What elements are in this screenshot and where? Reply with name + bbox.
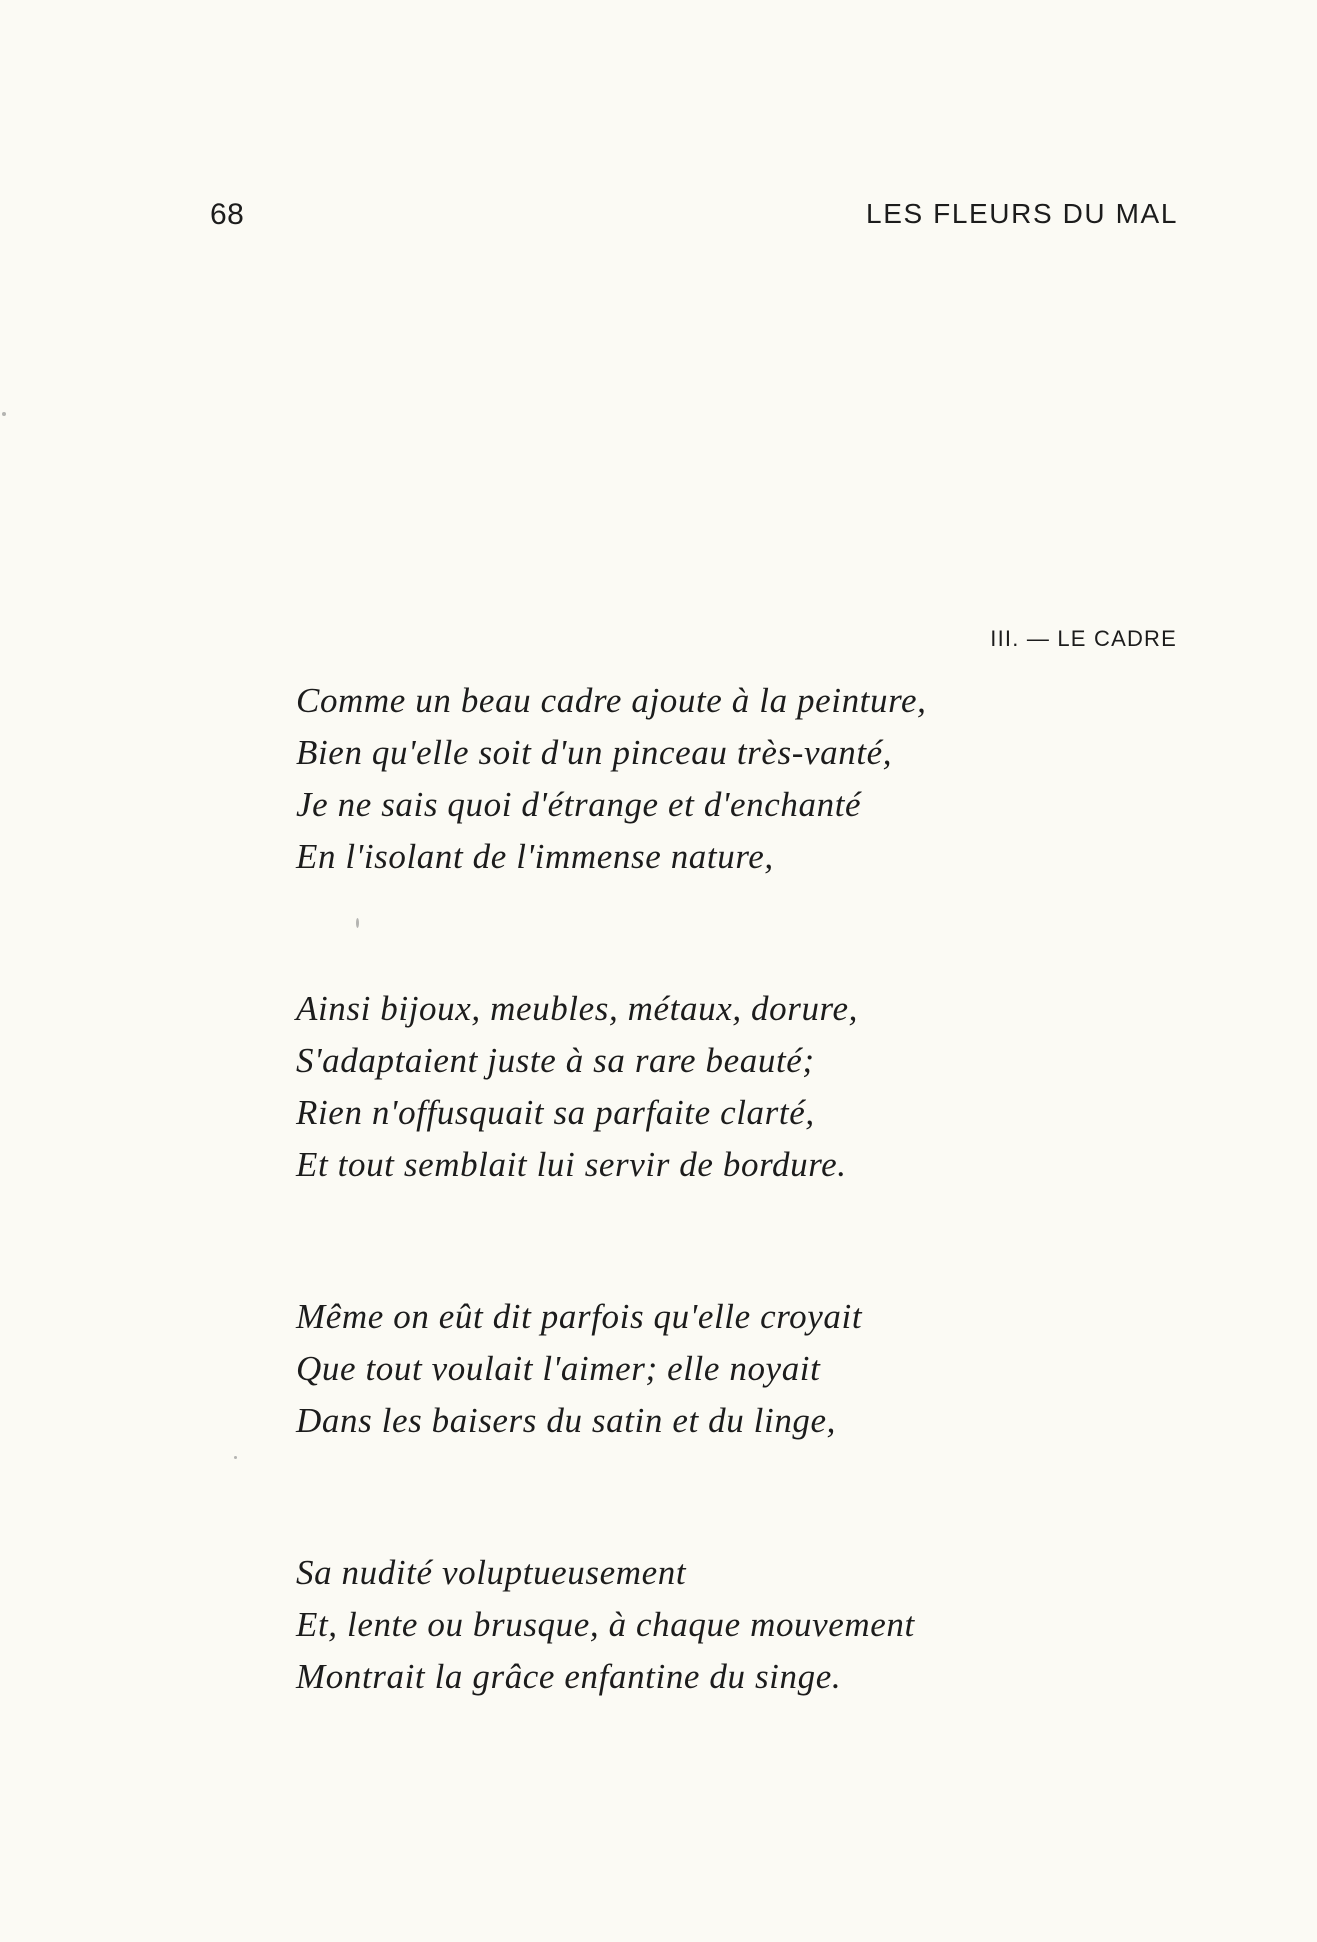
stanza-4 xyxy=(296,1547,1116,1703)
verse-line: Je ne sais quoi d'étrange et d'enchanté xyxy=(296,785,862,824)
book-title: LES FLEURS DU MAL xyxy=(866,198,1178,229)
running-head xyxy=(210,198,1178,238)
verse-line: Sa nudité voluptueusement xyxy=(296,1553,687,1592)
section-heading: III. — LE CADRE xyxy=(990,626,1177,651)
page-number: 68 xyxy=(210,198,245,231)
verse-line: Bien qu'elle soit d'un pinceau très-vanté, xyxy=(296,733,893,772)
stanza-2 xyxy=(296,983,1116,1191)
verse-line: Rien n'offusquait sa parfaite clarté, xyxy=(296,1093,815,1132)
verse-line: En l'isolant de l'immense nature, xyxy=(296,837,774,876)
paper-speck xyxy=(2,412,6,416)
verse-line: Que tout voulait l'aimer; elle noyait xyxy=(296,1349,821,1388)
verse-line: Comme un beau cadre ajoute à la peinture, xyxy=(296,681,927,720)
verse-line: Ainsi bijoux, meubles, métaux, dorure, xyxy=(296,989,858,1028)
poem xyxy=(296,675,1116,1703)
verse-line: Et tout semblait lui servir de bordure. xyxy=(296,1145,847,1184)
paper-speck xyxy=(356,918,359,928)
verse-line: Et, lente ou brusque, à chaque mouvement xyxy=(296,1605,915,1644)
verse-line: Dans les baisers du satin et du linge, xyxy=(296,1401,837,1440)
verse-line: S'adaptaient juste à sa rare beauté; xyxy=(296,1041,815,1080)
stanza-3 xyxy=(296,1291,1116,1447)
stanza-1 xyxy=(296,675,1116,883)
paper-speck xyxy=(234,1456,237,1459)
verse-line: Même on eût dit parfois qu'elle croyait xyxy=(296,1297,863,1336)
verse-line: Montrait la grâce enfantine du singe. xyxy=(296,1657,842,1696)
